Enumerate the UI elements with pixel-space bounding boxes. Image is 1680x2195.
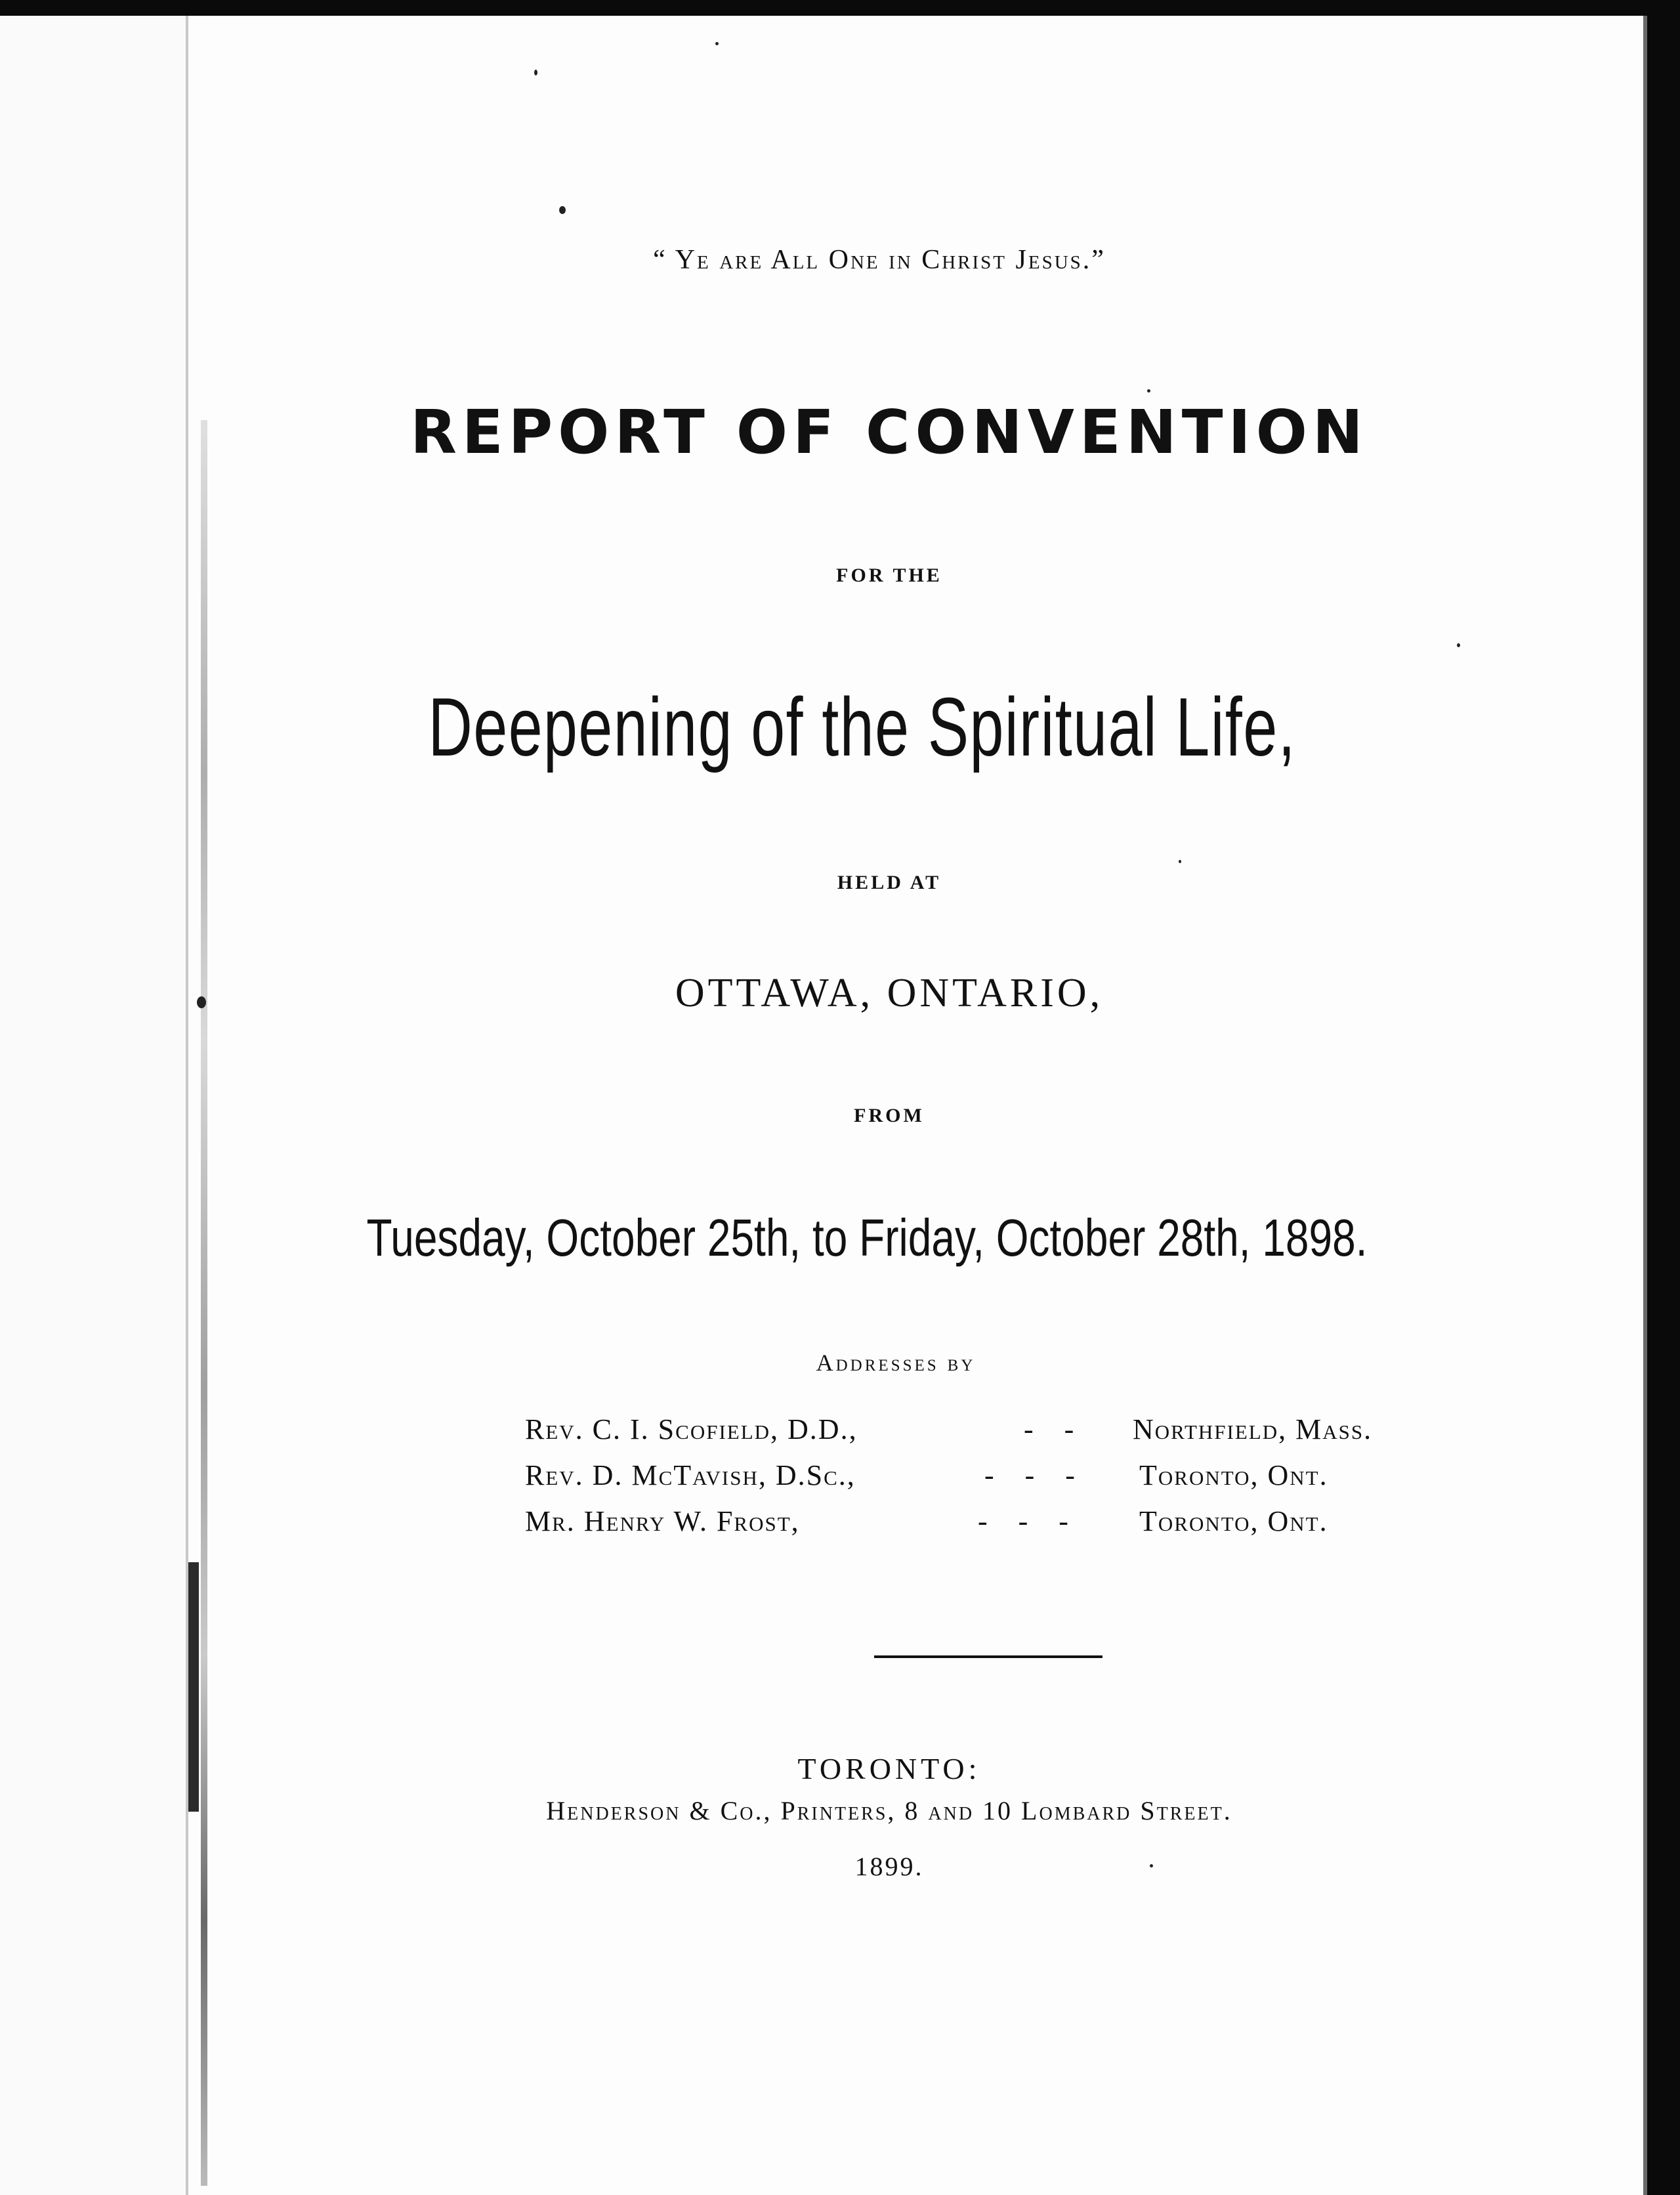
speaker-row — [525, 1504, 1477, 1550]
ink-speck — [715, 42, 719, 45]
report-title: REPORT OF CONVENTION — [410, 397, 1368, 467]
from-line: FROM — [854, 1105, 925, 1126]
speaker-place: Northfield, Mass. — [1133, 1413, 1373, 1445]
ink-speck — [1179, 860, 1181, 863]
speaker-dashes: - - - — [984, 1459, 1087, 1491]
addresses-by-heading: Addresses by — [816, 1350, 976, 1376]
speaker-dashes: - - - — [978, 1505, 1080, 1537]
speaker-row — [525, 1413, 1477, 1459]
ink-speck — [1457, 643, 1460, 647]
scan-top-border — [0, 0, 1680, 16]
held-at-line: HELD AT — [837, 872, 942, 893]
convention-subtitle: Deepening of the Spiritual Life, — [428, 681, 1297, 773]
speaker-name: Mr. Henry W. Frost, — [525, 1505, 800, 1537]
publication-year: 1899. — [854, 1852, 924, 1881]
printer-line: Henderson & Co., Printers, 8 and 10 Lombard Street. — [546, 1796, 1232, 1825]
speaker-place: Toronto, Ont. — [1139, 1505, 1328, 1537]
speaker-list — [525, 1413, 1477, 1550]
speaker-name: Rev. C. I. Scofield, D.D., — [525, 1413, 858, 1445]
speaker-row — [525, 1459, 1477, 1504]
ink-speck — [1147, 389, 1150, 393]
binding-shadow — [201, 420, 207, 2186]
speaker-dashes: - - — [1024, 1413, 1086, 1445]
ink-speck — [559, 206, 566, 214]
for-the-line: FOR THE — [836, 565, 942, 586]
convention-location: OTTAWA, ONTARIO, — [675, 971, 1104, 1015]
epigraph: “ Ye are All One in Christ Jesus.” — [653, 245, 1106, 275]
convention-dates: Tuesday, October 25th, to Friday, October 28th, 1898. — [366, 1208, 1368, 1267]
ink-speck — [534, 70, 537, 75]
publication-city: TORONTO: — [797, 1752, 981, 1785]
speaker-place: Toronto, Ont. — [1139, 1459, 1328, 1491]
divider-rule — [874, 1655, 1102, 1658]
speaker-name: Rev. D. McTavish, D.Sc., — [525, 1459, 856, 1491]
